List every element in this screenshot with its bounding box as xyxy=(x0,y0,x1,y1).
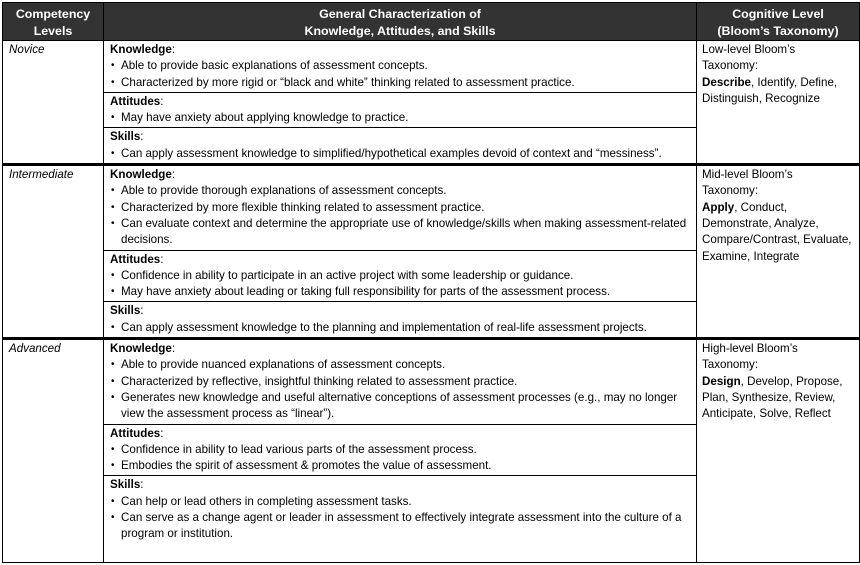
section-title: Skills xyxy=(110,478,141,492)
section-title: Knowledge xyxy=(110,43,172,56)
list-item: • May have anxiety about applying knowledge to practice. xyxy=(110,110,690,126)
list-item: • Able to provide thorough explanations of assessment concepts. xyxy=(110,183,690,199)
bloom-key-verb: Design xyxy=(702,374,741,388)
table-body xyxy=(3,41,860,563)
level-cell: Intermediate xyxy=(3,165,104,339)
section-title: Knowledge xyxy=(110,342,172,356)
list-item: • Characterized by reflective, insightful thinking related to assessment practice. xyxy=(110,374,690,390)
knowledge-list xyxy=(110,58,690,91)
list-item: • Characterized by more flexible thinking related to assessment practice. xyxy=(110,200,690,216)
attitudes-list xyxy=(110,442,690,475)
section-title: Skills xyxy=(110,304,141,318)
header-cognitive-level xyxy=(697,3,860,41)
attitudes-list xyxy=(110,268,690,301)
bloom-verbs: , Conduct, Demonstrate, Analyze, Compare/Contrast, Evaluate, Examine, Integrate xyxy=(702,200,852,263)
section-title: Attitudes xyxy=(110,426,161,440)
cell-padding xyxy=(110,543,690,561)
attitudes-section: Attitudes: • Confidence in ability to lead various parts of the assessment process. • Embodies the spirit of assessment & promotes the value of assessment. xyxy=(104,425,696,477)
section-title: Attitudes xyxy=(110,252,161,266)
header-competency-levels xyxy=(3,3,104,41)
skills-list xyxy=(110,146,690,162)
list-item: • Can serve as a change agent or leader in assessment to effectively integrate assessment into the culture of a program or institution. xyxy=(110,510,690,543)
competency-levels-table xyxy=(2,2,860,563)
bloom-taxonomy-label: Taxonomy: xyxy=(702,358,759,372)
table-row-advanced xyxy=(3,339,860,563)
list-item: • Can evaluate context and determine the appropriate use of knowledge/skills when making assessment-related decisions. xyxy=(110,216,690,249)
bloom-level-label: Mid-level Bloom’s xyxy=(702,168,793,182)
attitudes-section: Attitudes: • Confidence in ability to participate in an active project with some leadership or guidance. • May have anxiety about leading or taking full responsibility for parts of the assessment process. xyxy=(104,251,696,303)
bloom-taxonomy-label: Taxonomy: xyxy=(702,184,759,198)
list-item: • Able to provide nuanced explanations of assessment concepts. xyxy=(110,357,690,373)
header-competency-line2: Levels xyxy=(33,23,73,38)
table-row-novice xyxy=(3,41,860,165)
list-item: • Can apply assessment knowledge to simplified/hypothetical examples devoid of context and “messiness”. xyxy=(110,146,690,162)
header-cognitive-line2: (Bloom’s Taxonomy) xyxy=(717,23,839,38)
header-cognitive-line1: Cognitive Level xyxy=(732,7,824,21)
bloom-level-label: High-level Bloom’s xyxy=(702,342,798,356)
table-row-intermediate xyxy=(3,165,860,339)
list-item: • May have anxiety about leading or taking full responsibility for parts of the assessment process. xyxy=(110,284,690,300)
list-item: • Characterized by more rigid or “black and white” thinking related to assessment practice. xyxy=(110,75,690,91)
section-title: Attitudes xyxy=(110,94,161,108)
list-item: • Confidence in ability to participate in an active project with some leadership or guidance. xyxy=(110,268,690,284)
knowledge-section: Knowledge: • Able to provide thorough explanations of assessment concepts. • Characterized by more flexible thinking related to assessment practice. • Can evaluate context and determine the appropriate use of knowledge/skills when making assessment-related decisions. xyxy=(104,166,696,250)
level-cell: Novice xyxy=(3,41,104,165)
list-item: • Generates new knowledge and useful alternative conceptions of assessment processes (e.g., may no longer view the assessment process as “linear”). xyxy=(110,390,690,423)
skills-list xyxy=(110,494,690,543)
header-competency-line1: Competency xyxy=(15,7,91,21)
list-item: • Confidence in ability to lead various parts of the assessment process. xyxy=(110,442,690,458)
level-cell: Advanced xyxy=(3,339,104,563)
bloom-verbs: , Develop, Propose, Plan, Synthesize, Review, Anticipate, Solve, Reflect xyxy=(702,374,843,421)
bloom-key-verb: Apply xyxy=(702,200,735,214)
header-characterization-line2: Knowledge, Attitudes, and Skills xyxy=(304,23,496,38)
section-title: Skills xyxy=(110,130,141,144)
bloom-cell xyxy=(697,41,860,165)
header-characterization-line1: General Characterization of xyxy=(319,7,481,21)
list-item: • Can apply assessment knowledge to the planning and implementation of real-life assessment projects. xyxy=(110,320,690,336)
skills-section: Skills: • Can apply assessment knowledge to simplified/hypothetical examples devoid of context and “messiness”. xyxy=(104,128,696,163)
knowledge-list xyxy=(110,183,690,248)
characterization-cell xyxy=(104,339,697,563)
skills-section: Skills: • Can help or lead others in completing assessment tasks. • Can serve as a change agent or leader in assessment to effectively integrate assessment into the culture of a program or institution. xyxy=(104,476,696,561)
characterization-cell xyxy=(104,41,697,165)
attitudes-list xyxy=(110,110,690,126)
skills-section: Skills: • Can apply assessment knowledge to the planning and implementation of real-life assessment projects. xyxy=(104,302,696,337)
skills-list xyxy=(110,320,690,336)
header-general-characterization xyxy=(104,3,697,41)
knowledge-section: Knowledge: • Able to provide basic explanations of assessment concepts. • Characterized by more rigid or “black and white” thinking related to assessment practice. xyxy=(104,41,696,93)
attitudes-section: Attitudes: • May have anxiety about applying knowledge to practice. xyxy=(104,93,696,129)
list-item: • Able to provide basic explanations of assessment concepts. xyxy=(110,58,690,74)
bloom-key-verb: Describe xyxy=(702,75,751,89)
bloom-verbs: , Identify, Define, Distinguish, Recognize xyxy=(702,75,838,105)
bloom-cell xyxy=(697,165,860,339)
table-header-row xyxy=(3,3,860,41)
bloom-taxonomy-label: Taxonomy: xyxy=(702,59,759,73)
knowledge-list xyxy=(110,357,690,422)
characterization-cell xyxy=(104,165,697,339)
list-item: • Embodies the spirit of assessment & promotes the value of assessment. xyxy=(110,458,690,474)
section-title: Knowledge xyxy=(110,168,172,182)
list-item: • Can help or lead others in completing assessment tasks. xyxy=(110,494,690,510)
bloom-cell xyxy=(697,339,860,563)
bloom-level-label: Low-level Bloom’s xyxy=(702,43,796,56)
knowledge-section: Knowledge: • Able to provide nuanced explanations of assessment concepts. • Characterized by reflective, insightful thinking related to assessment practice. • Generates new knowledge and useful alternative conceptions of assessment processes (e.g., may no longer view the assessment process as “linear”). xyxy=(104,340,696,424)
